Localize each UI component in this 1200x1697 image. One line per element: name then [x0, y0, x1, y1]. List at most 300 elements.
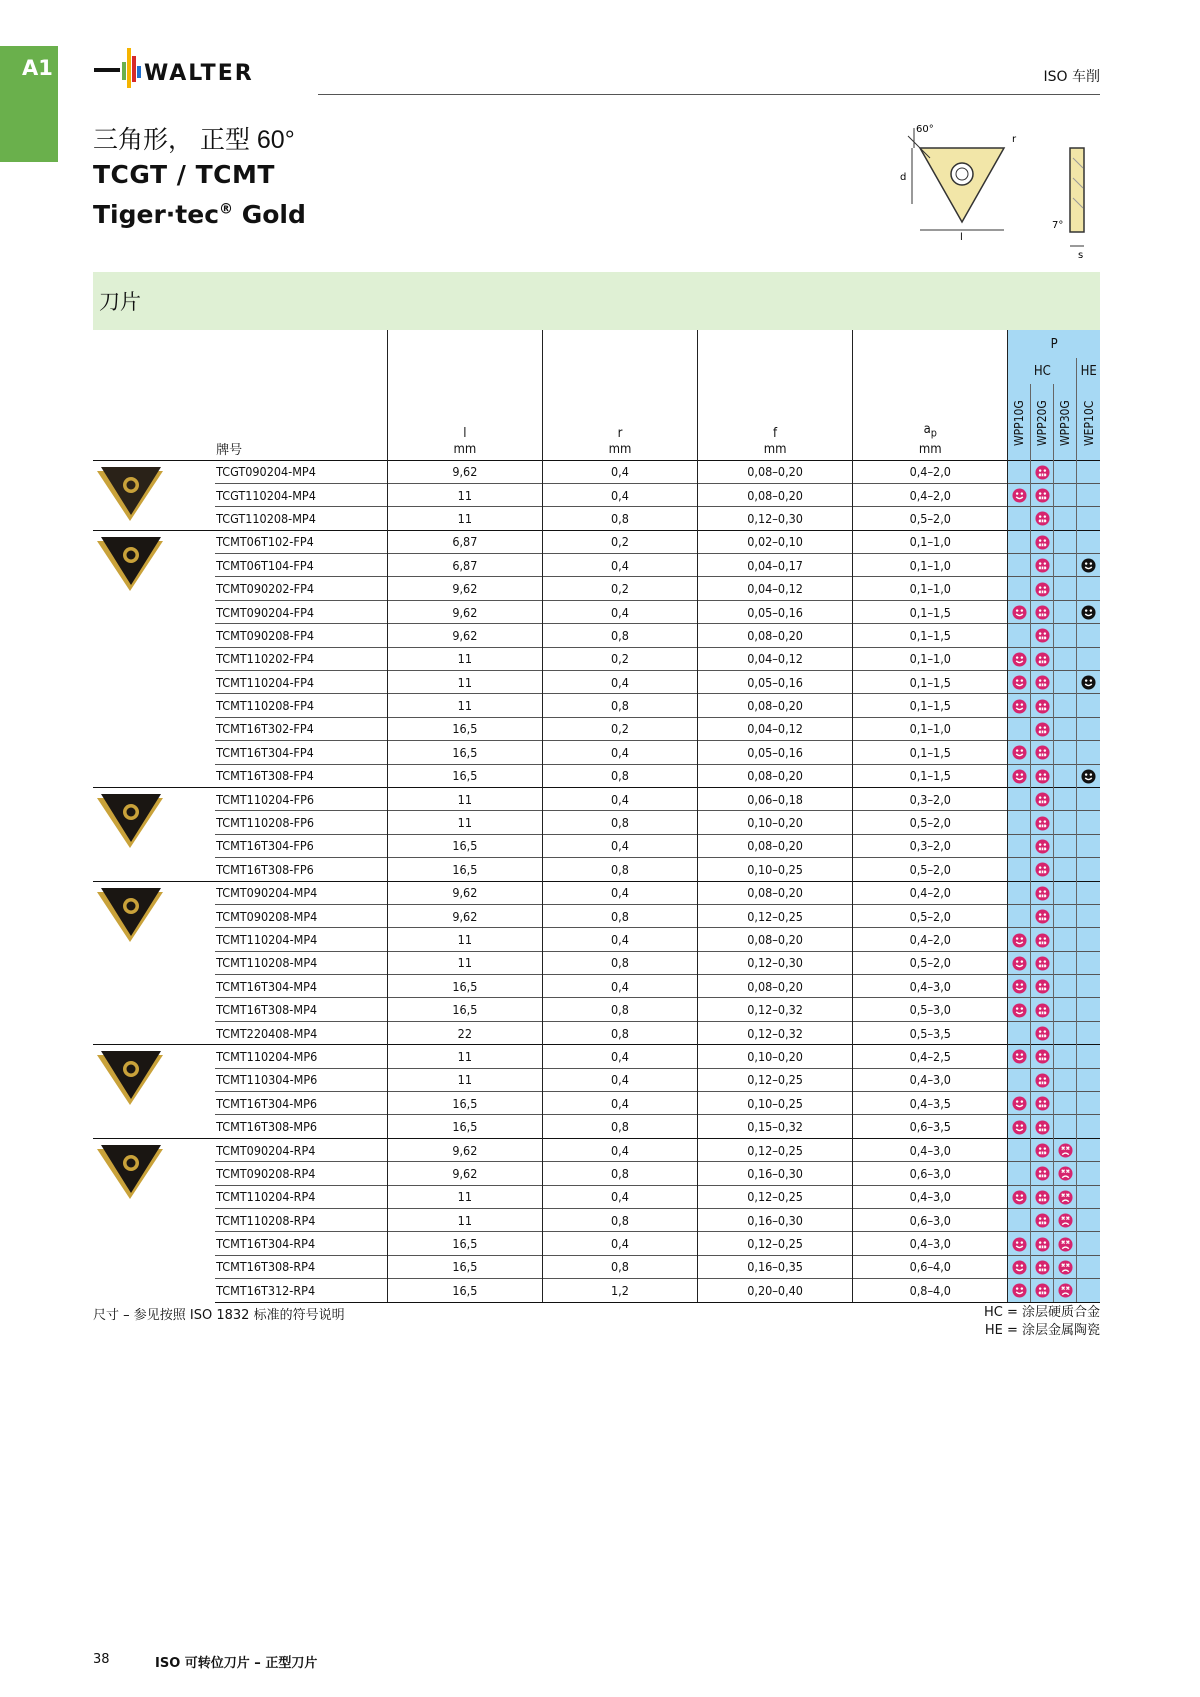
grade-cell-wpp30g	[1054, 624, 1077, 647]
f-cell: 0,10–0,20	[698, 1045, 853, 1068]
recommended-grade-icon	[1035, 605, 1050, 620]
recommended-grade-icon	[1035, 769, 1050, 784]
limited-grade-icon	[1058, 1237, 1073, 1252]
grade-cell-wpp30g	[1054, 1279, 1077, 1302]
grade-cell-wpp10g	[1008, 858, 1031, 881]
r-cell: 0,2	[542, 717, 697, 740]
r-cell: 0,8	[542, 1021, 697, 1044]
f-cell: 0,05–0,16	[698, 671, 853, 694]
header-f-unit: mm	[763, 441, 787, 457]
l-cell: 16,5	[387, 1232, 542, 1255]
r-cell: 0,4	[542, 1185, 697, 1208]
diagram-l-label: l	[960, 232, 963, 243]
designation-cell: TCGT090204-MP4	[215, 460, 387, 483]
l-cell: 16,5	[387, 998, 542, 1021]
ap-cell: 0,4–2,0	[853, 483, 1008, 506]
r-cell: 0,2	[542, 577, 697, 600]
grade-cell-wpp30g	[1054, 951, 1077, 974]
recommended-grade-icon	[1035, 886, 1050, 901]
designation-cell: TCMT090208-RP4	[215, 1162, 387, 1185]
l-cell: 11	[387, 1185, 542, 1208]
designation-cell: TCMT16T304-MP6	[215, 1092, 387, 1115]
header-r-unit: mm	[608, 441, 632, 457]
r-cell: 0,4	[542, 975, 697, 998]
insert-table-container	[93, 330, 1100, 1303]
insert-table	[93, 330, 1100, 1303]
grade-cell-wpp20g	[1031, 1068, 1054, 1091]
recommended-grade-icon	[1035, 1073, 1050, 1088]
f-cell: 0,05–0,16	[698, 600, 853, 623]
r-cell: 0,4	[542, 1138, 697, 1161]
r-cell: 0,4	[542, 460, 697, 483]
recommended-grade-icon	[1035, 511, 1050, 526]
l-cell: 9,62	[387, 600, 542, 623]
grade-cell-wpp30g	[1054, 717, 1077, 740]
l-cell: 11	[387, 694, 542, 717]
diagram-s-label: s	[1078, 250, 1084, 258]
table-row	[93, 1045, 1100, 1068]
ap-cell: 0,1–1,0	[853, 530, 1008, 553]
grade-cell-wep10c	[1077, 764, 1100, 787]
suitable-grade-icon	[1012, 769, 1027, 784]
suitable-grade-icon	[1012, 1260, 1027, 1275]
designation-cell: TCMT110208-MP4	[215, 951, 387, 974]
f-cell: 0,12–0,25	[698, 1068, 853, 1091]
recommended-grade-icon	[1035, 488, 1050, 503]
ap-cell: 0,1–1,0	[853, 554, 1008, 577]
table-row	[93, 1209, 1100, 1232]
insert-mp6-image	[95, 1049, 165, 1107]
grade-cell-wpp30g	[1054, 741, 1077, 764]
r-cell: 0,4	[542, 787, 697, 810]
header-r-symbol: r	[617, 425, 623, 441]
diagram-r-label: r	[1012, 134, 1017, 145]
limited-grade-icon	[1058, 1283, 1073, 1298]
recommended-grade-icon	[1035, 722, 1050, 737]
designation-cell: TCMT110204-RP4	[215, 1185, 387, 1208]
grade-cell-wep10c	[1077, 483, 1100, 506]
r-cell: 0,8	[542, 1255, 697, 1278]
table-row	[93, 975, 1100, 998]
r-cell: 0,4	[542, 1045, 697, 1068]
recommended-grade-icon	[1035, 582, 1050, 597]
grade-cell-wpp10g	[1008, 904, 1031, 927]
grade-cell-wep10c	[1077, 951, 1100, 974]
l-cell: 11	[387, 1045, 542, 1068]
recommended-grade-icon	[1035, 1166, 1050, 1181]
f-cell: 0,15–0,32	[698, 1115, 853, 1138]
ap-cell: 0,1–1,0	[853, 577, 1008, 600]
recommended-grade-icon	[1035, 465, 1050, 480]
table-row	[93, 554, 1100, 577]
grade-cell-wpp20g	[1031, 671, 1054, 694]
r-cell: 0,2	[542, 647, 697, 670]
designation-cell: TCMT220408-MP4	[215, 1021, 387, 1044]
header-designation: 牌号	[216, 442, 243, 458]
grade-cell-wep10c	[1077, 998, 1100, 1021]
suitable-grade-icon	[1012, 1190, 1027, 1205]
f-cell: 0,20–0,40	[698, 1279, 853, 1302]
r-cell: 0,2	[542, 530, 697, 553]
l-cell: 11	[387, 811, 542, 834]
table-row	[93, 1185, 1100, 1208]
l-cell: 16,5	[387, 1255, 542, 1278]
grade-cell-wpp20g	[1031, 881, 1054, 904]
grade-cell-wpp10g	[1008, 1021, 1031, 1044]
table-row	[93, 1068, 1100, 1091]
insert-image-cell	[93, 787, 215, 881]
grade-cell-wpp20g	[1031, 834, 1054, 857]
grade-cell-wpp20g	[1031, 1092, 1054, 1115]
header-ap-unit: mm	[918, 441, 942, 457]
product-line	[93, 200, 306, 229]
grade-cell-wpp20g	[1031, 647, 1054, 670]
r-cell: 0,4	[542, 671, 697, 694]
ap-cell: 0,5–2,0	[853, 507, 1008, 530]
footnote-legend	[984, 1304, 1100, 1340]
f-cell: 0,12–0,30	[698, 507, 853, 530]
grade-cell-wpp20g	[1031, 624, 1054, 647]
insert-image-cell	[93, 881, 215, 1045]
l-cell: 16,5	[387, 834, 542, 857]
grade-cell-wpp10g	[1008, 1162, 1031, 1185]
grade-cell-wpp20g	[1031, 1138, 1054, 1161]
table-row	[93, 460, 1100, 483]
f-cell: 0,08–0,20	[698, 834, 853, 857]
ap-cell: 0,4–3,0	[853, 975, 1008, 998]
footnote-he: HE = 涂层金属陶瓷	[984, 1323, 1100, 1338]
suitable-grade-icon	[1012, 1237, 1027, 1252]
header-ap-symbol	[853, 422, 1007, 442]
designation-cell: TCGT110204-MP4	[215, 483, 387, 506]
grade-cell-wpp10g	[1008, 694, 1031, 717]
l-cell: 9,62	[387, 460, 542, 483]
header-grade-wpp10g	[1008, 384, 1031, 460]
grade-cell-wep10c	[1077, 1279, 1100, 1302]
designation-cell: TCMT06T104-FP4	[215, 554, 387, 577]
ap-cell: 0,5–3,0	[853, 998, 1008, 1021]
grade-cell-wpp20g	[1031, 507, 1054, 530]
limited-grade-icon	[1058, 1143, 1073, 1158]
grade-cell-wep10c	[1077, 1092, 1100, 1115]
recommended-grade-icon	[1035, 699, 1050, 714]
designation-cell: TCMT110204-MP4	[215, 928, 387, 951]
grade-cell-wpp20g	[1031, 741, 1054, 764]
designation-cell: TCMT16T304-RP4	[215, 1232, 387, 1255]
f-cell: 0,08–0,20	[698, 764, 853, 787]
grade-cell-wpp20g	[1031, 694, 1054, 717]
r-cell: 0,8	[542, 694, 697, 717]
grade-cell-wpp30g	[1054, 694, 1077, 717]
grade-cell-wpp30g	[1054, 483, 1077, 506]
ap-cell: 0,1–1,5	[853, 671, 1008, 694]
r-cell: 0,8	[542, 1209, 697, 1232]
l-cell: 16,5	[387, 1092, 542, 1115]
grade-cell-wpp20g	[1031, 928, 1054, 951]
r-cell: 1,2	[542, 1279, 697, 1302]
header-grade-wpp30g	[1054, 384, 1077, 460]
recommended-grade-icon	[1035, 1283, 1050, 1298]
walter-logo-graphic	[94, 44, 294, 96]
designation-cell: TCMT16T302-FP4	[215, 717, 387, 740]
f-cell: 0,16–0,35	[698, 1255, 853, 1278]
insert-image-cell	[93, 1138, 215, 1302]
header-f	[698, 330, 853, 460]
grade-cell-wep10c	[1077, 507, 1100, 530]
recommended-grade-icon	[1035, 839, 1050, 854]
ap-cell: 0,1–1,5	[853, 741, 1008, 764]
suitable-grade-icon	[1012, 933, 1027, 948]
grade-cell-wpp30g	[1054, 671, 1077, 694]
recommended-grade-icon	[1035, 1237, 1050, 1252]
r-cell: 0,8	[542, 507, 697, 530]
l-cell: 9,62	[387, 624, 542, 647]
grade-cell-wpp10g	[1008, 554, 1031, 577]
f-cell: 0,08–0,20	[698, 460, 853, 483]
designation-cell: TCMT16T308-RP4	[215, 1255, 387, 1278]
grade-cell-wpp30g	[1054, 1045, 1077, 1068]
grade-cell-wpp30g	[1054, 1092, 1077, 1115]
grade-cell-wpp30g	[1054, 1209, 1077, 1232]
grade-cell-wpp10g	[1008, 881, 1031, 904]
table-row	[93, 1021, 1100, 1044]
grade-cell-wep10c	[1077, 1209, 1100, 1232]
grade-cell-wep10c	[1077, 1138, 1100, 1161]
header-ap	[853, 330, 1008, 460]
grade-cell-wep10c	[1077, 928, 1100, 951]
grade-cell-wpp30g	[1054, 554, 1077, 577]
insert-table-body	[93, 460, 1100, 1302]
insert-tcgt-image	[95, 465, 165, 523]
grade-cell-wpp10g	[1008, 1045, 1031, 1068]
grade-cell-wpp20g	[1031, 554, 1054, 577]
l-cell: 11	[387, 928, 542, 951]
r-cell: 0,8	[542, 811, 697, 834]
header-grade-wpp20g-label: WPP20G	[1035, 399, 1050, 446]
grade-cell-wpp10g	[1008, 460, 1031, 483]
suitable-grade-icon	[1012, 488, 1027, 503]
header-group-hc: HC	[1008, 358, 1077, 384]
f-cell: 0,08–0,20	[698, 975, 853, 998]
grade-cell-wep10c	[1077, 1232, 1100, 1255]
grade-cell-wpp20g	[1031, 1232, 1054, 1255]
recommended-grade-icon	[1035, 956, 1050, 971]
header-grade-wpp30g-label: WPP30G	[1058, 399, 1073, 446]
f-cell: 0,12–0,25	[698, 904, 853, 927]
designation-cell: TCMT090204-MP4	[215, 881, 387, 904]
header-l	[387, 330, 542, 460]
grade-cell-wep10c	[1077, 1045, 1100, 1068]
designation-cell: TCMT090204-RP4	[215, 1138, 387, 1161]
page-subtitle: TCGT / TCMT	[93, 160, 275, 189]
table-row	[93, 764, 1100, 787]
header-r	[542, 330, 697, 460]
grade-cell-wep10c	[1077, 858, 1100, 881]
grade-cell-wpp10g	[1008, 998, 1031, 1021]
grade-cell-wep10c	[1077, 1021, 1100, 1044]
designation-cell: TCMT16T308-MP6	[215, 1115, 387, 1138]
grade-cell-wpp30g	[1054, 928, 1077, 951]
header-ap-sub: p	[930, 426, 937, 440]
insert-fp4-image	[95, 535, 165, 593]
ap-cell: 0,1–1,5	[853, 764, 1008, 787]
l-cell: 16,5	[387, 717, 542, 740]
grade-cell-wpp20g	[1031, 1045, 1054, 1068]
grade-cell-wpp10g	[1008, 1209, 1031, 1232]
suitable-grade-icon	[1012, 699, 1027, 714]
ap-cell: 0,5–2,0	[853, 904, 1008, 927]
ap-cell: 0,5–2,0	[853, 811, 1008, 834]
f-cell: 0,04–0,12	[698, 577, 853, 600]
recommended-grade-icon	[1035, 1026, 1050, 1041]
grade-cell-wpp30g	[1054, 1162, 1077, 1185]
grade-cell-wpp20g	[1031, 764, 1054, 787]
grade-cell-wpp20g	[1031, 460, 1054, 483]
grade-cell-wep10c	[1077, 694, 1100, 717]
ap-cell: 0,8–4,0	[853, 1279, 1008, 1302]
table-row	[93, 1092, 1100, 1115]
grade-cell-wpp20g	[1031, 951, 1054, 974]
ap-cell: 0,1–1,0	[853, 647, 1008, 670]
recommended-grade-icon	[1035, 816, 1050, 831]
grade-cell-wep10c	[1077, 1068, 1100, 1091]
grade-cell-wpp30g	[1054, 1255, 1077, 1278]
l-cell: 11	[387, 647, 542, 670]
grade-cell-wpp20g	[1031, 577, 1054, 600]
page-title: 三角形， 正型 60°	[93, 126, 295, 154]
grade-cell-wpp30g	[1054, 834, 1077, 857]
ap-cell: 0,3–2,0	[853, 787, 1008, 810]
table-row	[93, 1232, 1100, 1255]
designation-cell: TCMT110208-FP6	[215, 811, 387, 834]
grade-cell-wpp20g	[1031, 483, 1054, 506]
suitable-grade-icon	[1012, 675, 1027, 690]
grade-cell-wpp10g	[1008, 1232, 1031, 1255]
grade-cell-wep10c	[1077, 554, 1100, 577]
chapter-tab	[0, 46, 58, 162]
l-cell: 11	[387, 1209, 542, 1232]
table-row	[93, 694, 1100, 717]
designation-cell: TCMT16T304-FP4	[215, 741, 387, 764]
grade-cell-wpp10g	[1008, 507, 1031, 530]
table-row	[93, 881, 1100, 904]
l-cell: 11	[387, 951, 542, 974]
f-cell: 0,04–0,17	[698, 554, 853, 577]
table-row	[93, 1279, 1100, 1302]
recommended-grade-icon	[1035, 979, 1050, 994]
recommended-grade-icon	[1035, 1120, 1050, 1135]
grade-cell-wpp20g	[1031, 975, 1054, 998]
grade-cell-wpp10g	[1008, 834, 1031, 857]
f-cell: 0,02–0,10	[698, 530, 853, 553]
limited-grade-icon	[1058, 1190, 1073, 1205]
designation-cell: TCMT16T304-MP4	[215, 975, 387, 998]
recommended-grade-icon	[1035, 1049, 1050, 1064]
designation-cell: TCMT16T308-FP6	[215, 858, 387, 881]
grade-cell-wpp10g	[1008, 1185, 1031, 1208]
grade-cell-wpp20g	[1031, 600, 1054, 623]
designation-cell: TCMT16T312-RP4	[215, 1279, 387, 1302]
grade-cell-wep10c	[1077, 881, 1100, 904]
l-cell: 16,5	[387, 858, 542, 881]
grade-cell-wpp20g	[1031, 787, 1054, 810]
r-cell: 0,8	[542, 764, 697, 787]
l-cell: 9,62	[387, 904, 542, 927]
grade-cell-wep10c	[1077, 834, 1100, 857]
table-row	[93, 787, 1100, 810]
f-cell: 0,16–0,30	[698, 1209, 853, 1232]
l-cell: 11	[387, 1068, 542, 1091]
grade-cell-wpp10g	[1008, 975, 1031, 998]
section-heading: 刀片	[99, 290, 141, 314]
table-row	[93, 483, 1100, 506]
table-row	[93, 717, 1100, 740]
grade-cell-wep10c	[1077, 1115, 1100, 1138]
header-group-he: HE	[1077, 358, 1100, 384]
table-row	[93, 671, 1100, 694]
product-suffix: Gold	[233, 200, 306, 229]
limited-grade-icon	[1058, 1260, 1073, 1275]
ap-cell: 0,1–1,5	[853, 600, 1008, 623]
table-row	[93, 858, 1100, 881]
recommended-grade-icon	[1035, 862, 1050, 877]
grade-cell-wpp10g	[1008, 1068, 1031, 1091]
ap-cell: 0,4–2,5	[853, 1045, 1008, 1068]
grade-cell-wpp30g	[1054, 975, 1077, 998]
f-cell: 0,04–0,12	[698, 717, 853, 740]
f-cell: 0,12–0,32	[698, 1021, 853, 1044]
f-cell: 0,08–0,20	[698, 694, 853, 717]
grade-cell-wpp20g	[1031, 1255, 1054, 1278]
grade-cell-wep10c	[1077, 530, 1100, 553]
suitable-grade-icon	[1012, 1003, 1027, 1018]
grade-cell-wpp10g	[1008, 741, 1031, 764]
recommended-grade-icon	[1035, 745, 1050, 760]
grade-cell-wpp10g	[1008, 1138, 1031, 1161]
ap-cell: 0,5–2,0	[853, 951, 1008, 974]
recommended-grade-icon	[1035, 675, 1050, 690]
grade-cell-wep10c	[1077, 1162, 1100, 1185]
designation-cell: TCMT110208-RP4	[215, 1209, 387, 1232]
table-row	[93, 530, 1100, 553]
designation-cell: TCMT110204-FP6	[215, 787, 387, 810]
table-row	[93, 624, 1100, 647]
ap-cell: 0,4–3,0	[853, 1068, 1008, 1091]
table-row	[93, 1138, 1100, 1161]
table-row	[93, 998, 1100, 1021]
suitable-grade-icon	[1081, 675, 1096, 690]
r-cell: 0,8	[542, 624, 697, 647]
recommended-grade-icon	[1035, 1260, 1050, 1275]
grade-cell-wpp30g	[1054, 811, 1077, 834]
designation-cell: TCMT06T102-FP4	[215, 530, 387, 553]
recommended-grade-icon	[1035, 1096, 1050, 1111]
grade-cell-wpp30g	[1054, 1185, 1077, 1208]
walter-logo-text: WALTER	[144, 61, 254, 86]
grade-cell-wpp20g	[1031, 1021, 1054, 1044]
suitable-grade-icon	[1081, 769, 1096, 784]
designation-cell: TCMT110208-FP4	[215, 694, 387, 717]
l-cell: 11	[387, 671, 542, 694]
l-cell: 11	[387, 787, 542, 810]
f-cell: 0,16–0,30	[698, 1162, 853, 1185]
insert-dimension-diagram	[870, 118, 1100, 258]
recommended-grade-icon	[1035, 1143, 1050, 1158]
suitable-grade-icon	[1012, 745, 1027, 760]
f-cell: 0,10–0,20	[698, 811, 853, 834]
ap-cell: 0,1–1,5	[853, 694, 1008, 717]
suitable-grade-icon	[1012, 605, 1027, 620]
